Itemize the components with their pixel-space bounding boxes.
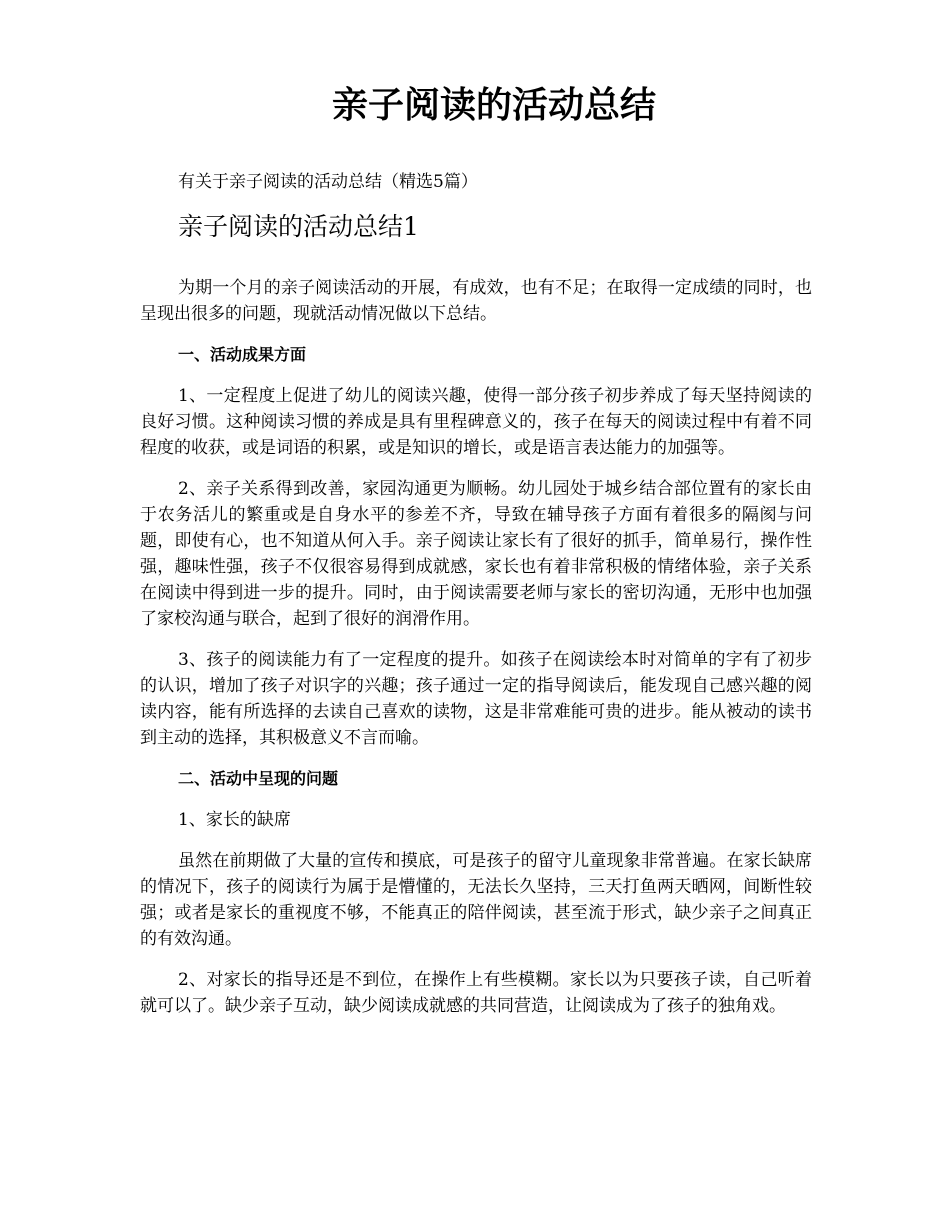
- document-subtitle: 有关于亲子阅读的活动总结（精选5篇）: [178, 172, 478, 192]
- paragraph-parent-absence: 虽然在前期做了大量的宣传和摸底，可是孩子的留守儿童现象非常普遍。在家长缺席的情况下，孩子的阅读行为属于是懵懂的，无法长久坚持，三天打鱼两天晒网，间断性较强；或者是家长的重视度不够，不能真正的陪伴阅读，甚至流于形式，缺少亲子之间真正的有效沟通。: [140, 851, 812, 949]
- paragraph-achievement-1: 1、一定程度上促进了幼儿的阅读兴趣，使得一部分孩子初步养成了每天坚持阅读的良好习惯。这种阅读习惯的养成是具有里程碑意义的，孩子在每天的阅读过程中有着不同程度的收获，或是词语的积累，或是知识的增长，或是语言表达能力的加强等。: [140, 386, 812, 458]
- heading-achievements: 一、活动成果方面: [178, 345, 307, 364]
- heading-problems: 二、活动中呈现的问题: [178, 769, 339, 788]
- paragraph-guidance: 2、对家长的指导还是不到位，在操作上有些模糊。家长以为只要孩子读，自己听着就可以了。缺少亲子互动，缺少阅读成就感的共同营造，让阅读成为了孩子的独角戏。: [140, 970, 812, 1016]
- paragraph-intro: 为期一个月的亲子阅读活动的开展，有成效，也有不足；在取得一定成绩的同时，也呈现出很多的问题，现就活动情况做以下总结。: [140, 278, 812, 324]
- paragraph-achievement-3: 3、孩子的阅读能力有了一定程度的提升。如孩子在阅读绘本时对简单的字有了初步的认识，增加了孩子对识字的兴趣；孩子通过一定的指导阅读后，能发现自己感兴趣的阅读内容，能有所选择的去读自己喜欢的读物，这是非常难能可贵的进步。能从被动的读书到主动的选择，其积极意义不言而喻。: [140, 650, 812, 748]
- section-title: 亲子阅读的活动总结1: [178, 212, 419, 241]
- document-body: [140, 275, 812, 1034]
- subheading-parent-absence: 1、家长的缺席: [178, 810, 291, 830]
- document-title: 亲子阅读的活动总结: [331, 84, 656, 126]
- paragraph-achievement-2: 2、亲子关系得到改善，家园沟通更为顺畅。幼儿园处于城乡结合部位置有的家长由于农务活儿的繁重或是自身水平的参差不齐，导致在辅导孩子方面有着很多的隔阂与问题，即使有心，也不知道从何入手。亲子阅读让家长有了很好的抓手，简单易行，操作性强，趣味性强，孩子不仅很容易得到成就感，家长也有着非常积极的情绪体验，亲子关系在阅读中得到进一步的提升。同时，由于阅读需要老师与家长的密切沟通，无形中也加强了家校沟通与联合，起到了很好的润滑作用。: [140, 479, 812, 629]
